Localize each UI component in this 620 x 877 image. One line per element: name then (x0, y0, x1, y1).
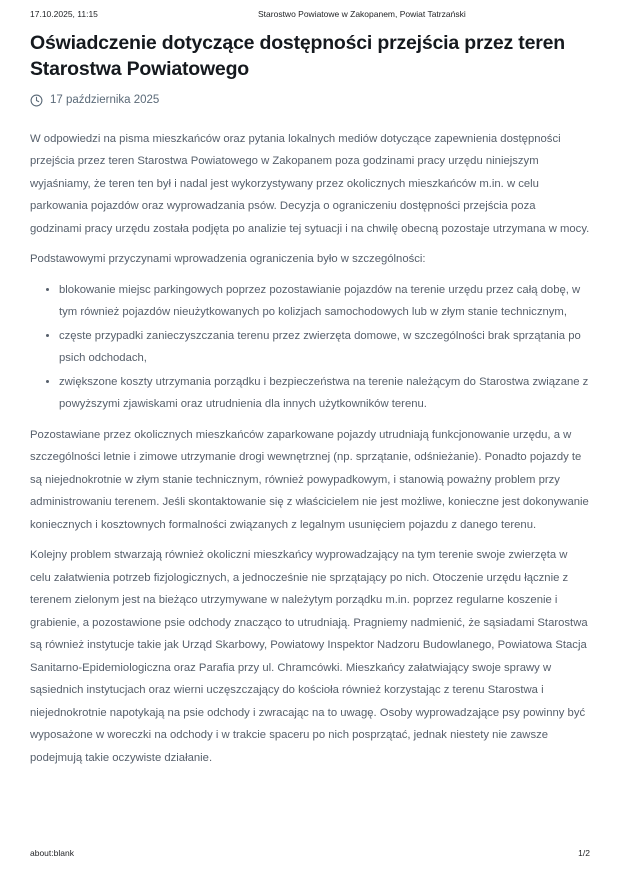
print-footer (0, 846, 620, 860)
article (30, 30, 590, 777)
print-doc-title: Starostwo Powiatowe w Zakopanem, Powiat Tatrzański (258, 9, 466, 19)
paragraph-animals: Kolejny problem stwarzają również okoliczni mieszkańcy wyprowadzający na tym terenie swoje zwierzęta w celu załatwienia potrzeb fizjologicznych, a jednocześnie nie sprzątający po nich. Otoczenie urzędu łącznie z terenem zielonym jest na bieżąco utrzymywane w należytym porządku m.in. poprzez regularne koszenie i grabienie, a pozostawione psie odchody znacząco to utrudniają. Pragniemy nadmienić, że sąsiadami Starostwa są również instytucje takie jak Urząd Skarbowy, Powiatowy Inspektor Nadzoru Budowlanego, Powiatowa Stacja Sanitarno-Epidemiologiczna oraz Parafia przy ul. Chramcówki. Mieszkańcy załatwiający swoje sprawy w sąsiednich instytucjach oraz wierni uczęszczający do kościoła również korzystając z terenu Starostwa i niejednokrotnie napotykają na psie odchody i zwracając na to uwagę. Osoby wyprowadzające psy powinny być wyposażone w woreczki na odchody i w trakcie spaceru po nich posprzątać, jednak niestety nie zawsze podejmują takie oczywiste działanie. (30, 549, 588, 764)
page-title: Oświadczenie dotyczące dostępności przejścia przez teren Starostwa Powiatowego (30, 32, 565, 81)
source-url: about:blank (30, 848, 74, 858)
print-datetime: 17.10.2025, 11:15 (30, 9, 98, 19)
paragraph-intro: W odpowiedzi na pisma mieszkańców oraz pytania lokalnych mediów dotyczące zapewnienia dostępności przejścia przez teren Starostwa Powiatowego w Zakopanem poza godzinami pracy urzędu niniejszym wyjaśniamy, że teren ten był i nadal jest wykorzystywany przez okolicznych mieszkańców m.in. w celu parkowania pojazdów oraz wyprowadzania psów. Decyzja o ograniczeniu dostępności przejścia poza godzinami pracy urzędu została podjęta po analizie tej sytuacji i na chwilę obecną pozostaje utrzymana w mocy. (30, 132, 590, 235)
page-number: 1/2 (578, 848, 590, 858)
list-item: • blokowanie miejsc parkingowych poprzez pozostawianie pojazdów na terenie urzędu przez całą dobę, w tym również pojazdów nieużytkowanych po kolizjach samochodowych lub w złym stanie technicznym, (59, 279, 590, 324)
paragraph-reasons-lead: Podstawowymi przyczynami wprowadzenia ograniczenia było w szczególności: (30, 253, 426, 266)
list-item: • częste przypadki zanieczyszczania terenu przez zwierzęta domowe, w szczególności brak sprzątania po psich odchodach, (59, 325, 590, 370)
list-item: • zwiększone koszty utrzymania porządku i bezpieczeństwa na terenie należącym do Starostwa związane z powyższymi zjawiskami oraz utrudnienia dla innych użytkowników terenu. (59, 371, 590, 416)
publish-date-row (30, 94, 590, 107)
paragraph-vehicles: Pozostawiane przez okolicznych mieszkańców zaparkowane pojazdy utrudniają funkcjonowanie urzędu, a w szczególności letnie i zimowe utrzymanie drogi wewnętrznej (np. sprzątanie, odśnieżanie). Ponadto pojazdy te są niejednokrotnie w złym stanie technicznym, również powypadkowym, i stanowią poważny problem przy administrowaniu terenem. Jeśli skontaktowanie się z właścicielem nie jest możliwe, konieczne jest dokonywanie koniecznych i kosztownych formalności związanych z legalnym usunięciem pojazdu z danego terenu. (30, 428, 589, 531)
publish-date: 17 października 2025 (50, 94, 160, 107)
print-header (0, 7, 620, 21)
reasons-list (30, 279, 590, 416)
clock-icon (30, 94, 43, 107)
